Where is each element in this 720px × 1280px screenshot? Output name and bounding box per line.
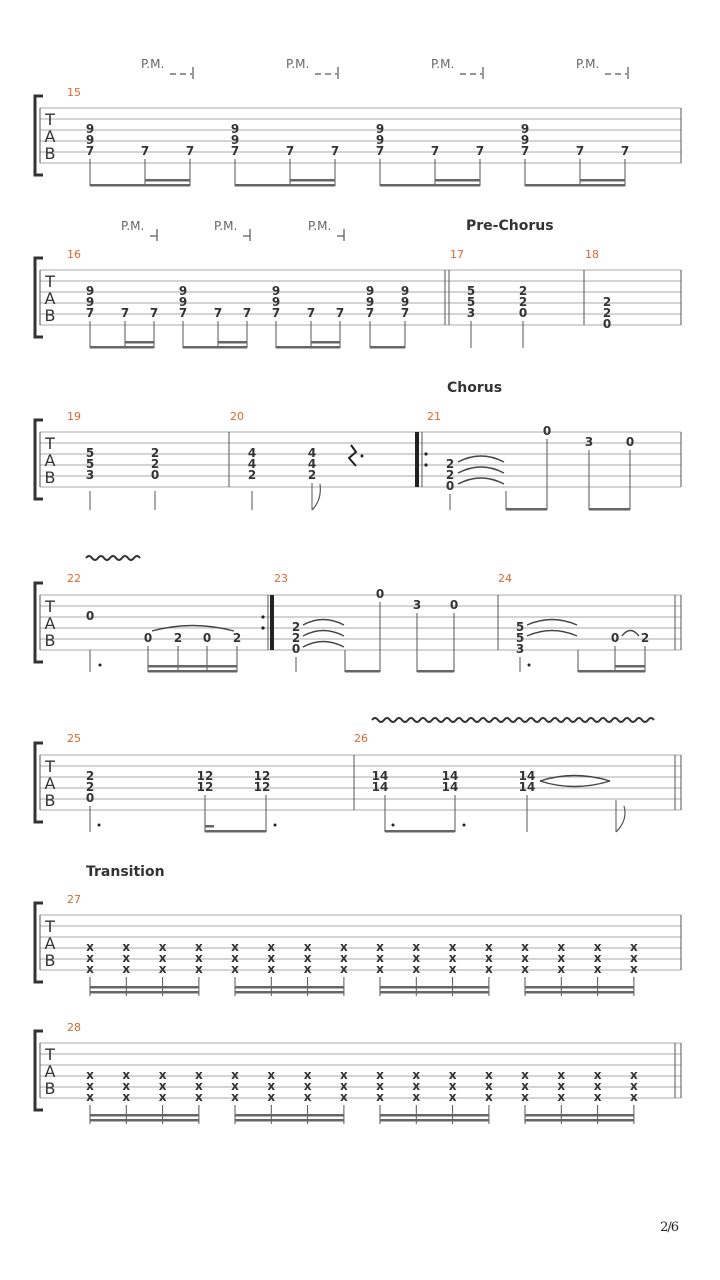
section-label-chorus: Chorus [447,380,503,396]
muted-note: x [195,1090,203,1104]
svg-text:9: 9 [365,284,375,298]
svg-text:7: 7 [335,306,345,320]
muted-note: x [376,962,384,976]
svg-text:A: A [44,774,56,793]
svg-text:9: 9 [400,284,410,298]
svg-text:9: 9 [178,284,188,298]
muted-note: x [340,962,348,976]
svg-text:0: 0 [143,631,153,645]
measure-number: 22 [67,572,81,585]
muted-note: x [485,940,493,954]
svg-text:5: 5 [466,284,476,298]
beams [506,508,630,511]
rhythm-stems [90,795,616,832]
beams [205,825,455,833]
muted-note: x [267,1068,276,1082]
svg-text:2: 2 [445,457,455,471]
svg-text:7: 7 [400,306,410,320]
svg-text:9: 9 [230,122,240,136]
svg-text:4: 4 [247,446,257,460]
muted-note: x [376,1068,384,1082]
svg-text:B: B [44,631,56,650]
muted-note: x [340,940,348,954]
muted-note: x [630,940,638,954]
svg-text:9: 9 [85,295,95,309]
svg-text:12: 12 [196,769,214,783]
fret-numbers [86,284,611,331]
svg-text:A: A [44,451,56,470]
tab-clef [44,917,55,970]
pm-label: P.M. [286,57,310,71]
muted-note: x [231,1079,239,1093]
muted-note: x [86,940,94,954]
measure-number: 25 [67,732,81,745]
staff-lines [40,755,681,810]
palm-mute-marks [141,57,628,79]
pm-label: P.M. [121,219,145,233]
svg-text:0: 0 [610,631,620,645]
measure-number: 27 [67,893,81,906]
muted-note: x [158,1068,167,1082]
svg-text:14: 14 [441,769,459,783]
muted-note: x [231,962,239,976]
muted-note: x [376,1079,384,1093]
rhythm-stems [90,439,630,510]
svg-text:7: 7 [213,306,223,320]
svg-text:2: 2 [85,780,95,794]
muted-note: x [303,1068,312,1082]
svg-text:4: 4 [247,457,257,471]
muted-note: x [303,1090,312,1104]
muted-note: x [158,951,167,965]
measure-number: 16 [67,248,81,261]
muted-note: x [448,951,457,965]
svg-text:B: B [44,468,56,487]
measure-number: 26 [354,732,368,745]
svg-text:2: 2 [232,631,242,645]
muted-note: x [376,951,384,965]
muted-note: x [86,1068,94,1082]
pm-label: P.M. [431,57,455,71]
svg-text:2: 2 [640,631,650,645]
muted-note: x [557,940,566,954]
muted-note: x [412,1068,421,1082]
svg-text:7: 7 [365,306,375,320]
svg-text:9: 9 [375,133,385,147]
svg-text:T: T [45,272,55,291]
palm-mute-marks [121,219,344,241]
muted-note: x [557,962,566,976]
measure-number: 19 [67,410,81,423]
ties [458,456,504,484]
system-1 [35,57,681,187]
system-2 [35,218,681,349]
svg-text:14: 14 [518,769,536,783]
svg-text:0: 0 [375,587,385,601]
tab-clef [44,110,55,163]
staff-lines [40,595,681,650]
svg-text:9: 9 [230,133,240,147]
svg-text:A: A [44,934,56,953]
svg-text:2: 2 [291,631,301,645]
svg-text:0: 0 [85,609,95,623]
svg-text:2: 2 [518,295,528,309]
svg-text:0: 0 [542,424,552,438]
muted-note: x [412,1079,421,1093]
muted-note: x [340,1068,348,1082]
svg-text:7: 7 [271,306,281,320]
muted-note: x [630,1079,638,1093]
barlines [40,108,681,163]
tab-clef [44,757,55,810]
svg-text:5: 5 [466,295,476,309]
svg-text:14: 14 [441,780,459,794]
muted-note: x [485,951,493,965]
svg-text:T: T [45,434,55,453]
muted-note: x [630,951,638,965]
svg-text:7: 7 [185,144,195,158]
muted-note: x [303,962,312,976]
svg-text:14: 14 [518,780,536,794]
svg-text:5: 5 [85,446,95,460]
svg-text:9: 9 [520,133,530,147]
muted-note: x [195,1068,203,1082]
svg-text:9: 9 [271,284,281,298]
svg-text:0: 0 [449,598,459,612]
pm-label: P.M. [576,57,600,71]
svg-text:7: 7 [575,144,585,158]
svg-text:B: B [44,1079,56,1098]
svg-text:9: 9 [85,133,95,147]
muted-note: x [340,951,348,965]
muted-note: x [521,962,529,976]
svg-text:7: 7 [149,306,159,320]
svg-text:5: 5 [515,620,525,634]
muted-note: x [267,962,276,976]
muted-note: x [521,1079,529,1093]
svg-text:2: 2 [602,306,612,320]
svg-text:0: 0 [85,791,95,805]
muted-note: x [376,940,384,954]
svg-text:T: T [45,757,55,776]
muted-note: x [122,940,131,954]
muted-note: x [630,1090,638,1104]
muted-note: x [630,1068,638,1082]
muted-note: x [557,951,566,965]
svg-text:9: 9 [271,295,281,309]
beams [90,986,634,994]
muted-note: x [448,1079,457,1093]
svg-text:A: A [44,127,56,146]
svg-text:12: 12 [253,780,271,794]
repeat-end-barline [270,595,274,650]
measure-number: 18 [585,248,599,261]
tab-clef [44,272,55,325]
measure-number: 24 [498,572,512,585]
system-5 [35,718,681,833]
svg-text:9: 9 [178,295,188,309]
svg-text:9: 9 [520,122,530,136]
svg-text:7: 7 [85,306,95,320]
muted-note: x [122,951,131,965]
tab-clef [44,434,55,487]
repeat-dots [424,452,427,466]
svg-text:7: 7 [242,306,252,320]
svg-text:0: 0 [518,306,528,320]
svg-text:7: 7 [230,144,240,158]
svg-text:4: 4 [307,457,317,471]
muted-note: x [195,962,203,976]
svg-text:2: 2 [602,295,612,309]
svg-text:T: T [45,1045,55,1064]
svg-text:7: 7 [285,144,295,158]
muted-note: x [158,1079,167,1093]
svg-text:A: A [44,614,56,633]
measure-number: 20 [230,410,244,423]
muted-note: x [122,962,131,976]
muted-note: x [412,962,421,976]
muted-note: x [340,1079,348,1093]
muted-note: x [485,1079,493,1093]
muted-note: x [485,1090,493,1104]
section-label-transition: Transition [86,864,165,880]
svg-text:9: 9 [85,122,95,136]
muted-note: x [267,1079,276,1093]
muted-note: x [231,951,239,965]
system-7 [35,1021,681,1124]
svg-text:9: 9 [85,284,95,298]
svg-text:2: 2 [150,457,160,471]
beams [90,1114,634,1122]
fret-numbers [86,122,629,158]
muted-note: x [267,940,276,954]
barlines [40,595,681,650]
svg-text:7: 7 [375,144,385,158]
repeat-dots [261,615,264,629]
pm-label: P.M. [308,219,332,233]
muted-note: x [158,940,167,954]
muted-note: x [86,962,94,976]
svg-text:14: 14 [371,769,389,783]
svg-text:12: 12 [196,780,214,794]
svg-text:3: 3 [85,468,95,482]
svg-text:0: 0 [150,468,160,482]
fret-numbers [86,769,536,805]
svg-text:3: 3 [584,435,594,449]
svg-text:7: 7 [140,144,150,158]
muted-note: x [340,1090,348,1104]
muted-note: x [521,951,529,965]
staff-lines [40,108,681,163]
svg-text:7: 7 [620,144,630,158]
muted-note: x [630,962,638,976]
muted-note: x [557,1068,566,1082]
measure-number: 21 [427,410,441,423]
muted-note: x [303,951,312,965]
muted-notes [86,1068,638,1104]
svg-text:T: T [45,917,55,936]
barlines [40,270,681,325]
muted-note: x [86,1079,94,1093]
svg-text:2: 2 [173,631,183,645]
svg-text:A: A [44,289,56,308]
measure-number: 28 [67,1021,81,1034]
svg-text:0: 0 [445,479,455,493]
svg-text:B: B [44,144,56,163]
muted-notes [86,940,638,976]
svg-text:7: 7 [120,306,130,320]
pm-label: P.M. [214,219,238,233]
muted-note: x [231,1068,239,1082]
dotted-rhythm [98,824,466,827]
quarter-rest [349,445,356,466]
svg-text:0: 0 [291,642,301,656]
barlines [40,915,681,970]
svg-text:B: B [44,791,56,810]
svg-text:0: 0 [625,435,635,449]
muted-note: x [485,1068,493,1082]
vibrato-mark [86,556,140,560]
muted-note: x [448,1090,457,1104]
muted-note: x [303,940,312,954]
muted-note: x [521,1090,529,1104]
barlines [40,755,681,810]
muted-note: x [412,951,421,965]
svg-text:7: 7 [306,306,316,320]
staff-lines [40,270,681,325]
svg-text:7: 7 [178,306,188,320]
beams [148,665,645,673]
muted-note: x [593,1090,602,1104]
muted-note: x [231,940,239,954]
muted-note: x [195,940,203,954]
muted-note: x [557,1079,566,1093]
section-label-pre-chorus: Pre-Chorus [466,218,554,234]
svg-text:7: 7 [85,144,95,158]
barlines [40,1043,681,1098]
muted-note: x [86,1090,94,1104]
muted-note: x [303,1079,312,1093]
svg-text:0: 0 [602,317,612,331]
system-6 [35,864,681,996]
svg-text:12: 12 [253,769,271,783]
muted-note: x [158,1090,167,1104]
muted-note: x [412,1090,421,1104]
muted-note: x [122,1090,131,1104]
svg-text:7: 7 [330,144,340,158]
measure-number: 15 [67,86,81,99]
svg-text:B: B [44,306,56,325]
svg-text:7: 7 [430,144,440,158]
svg-text:9: 9 [400,295,410,309]
muted-note: x [195,951,203,965]
svg-text:T: T [45,597,55,616]
muted-note: x [267,951,276,965]
svg-text:9: 9 [375,122,385,136]
tab-clef [44,597,55,650]
muted-note: x [593,951,602,965]
muted-note: x [557,1090,566,1104]
muted-note: x [231,1090,239,1104]
muted-note: x [521,1068,529,1082]
muted-note: x [593,1079,602,1093]
system-3 [35,380,681,511]
svg-text:3: 3 [466,306,476,320]
muted-note: x [593,940,602,954]
svg-text:5: 5 [85,457,95,471]
staff-lines [40,1043,681,1098]
muted-note: x [485,962,493,976]
muted-note: x [376,1090,384,1104]
svg-text:0: 0 [202,631,212,645]
svg-text:2: 2 [247,468,257,482]
svg-text:4: 4 [307,446,317,460]
muted-note: x [521,940,529,954]
svg-text:7: 7 [475,144,485,158]
beams [90,179,625,187]
svg-text:14: 14 [371,780,389,794]
svg-text:2: 2 [307,468,317,482]
svg-text:2: 2 [85,769,95,783]
svg-text:A: A [44,1062,56,1081]
svg-text:2: 2 [291,620,301,634]
ties [152,620,639,648]
staff-lines [40,915,681,970]
muted-note: x [593,1068,602,1082]
muted-note: x [448,962,457,976]
eighth-flag [312,484,320,510]
svg-text:2: 2 [518,284,528,298]
muted-note: x [412,940,421,954]
measure-number: 17 [450,248,464,261]
tab-clef [44,1045,55,1098]
svg-text:T: T [45,110,55,129]
measure-number: 23 [274,572,288,585]
system-4 [35,556,681,673]
page-number: 2/6 [660,1220,678,1235]
fret-numbers [86,424,634,493]
vibrato-mark [372,718,654,722]
muted-note: x [448,1068,457,1082]
muted-note: x [122,1079,131,1093]
repeat-start-barline [415,432,419,487]
svg-text:3: 3 [412,598,422,612]
muted-note: x [267,1090,276,1104]
muted-note: x [158,962,167,976]
svg-text:B: B [44,951,56,970]
muted-note: x [195,1079,203,1093]
svg-text:2: 2 [150,446,160,460]
svg-text:7: 7 [520,144,530,158]
svg-text:9: 9 [365,295,375,309]
muted-note: x [593,962,602,976]
muted-note: x [448,940,457,954]
pm-label: P.M. [141,57,165,71]
svg-text:5: 5 [515,631,525,645]
svg-text:2: 2 [445,468,455,482]
muted-note: x [86,951,94,965]
muted-note: x [122,1068,131,1082]
svg-text:3: 3 [515,642,525,656]
